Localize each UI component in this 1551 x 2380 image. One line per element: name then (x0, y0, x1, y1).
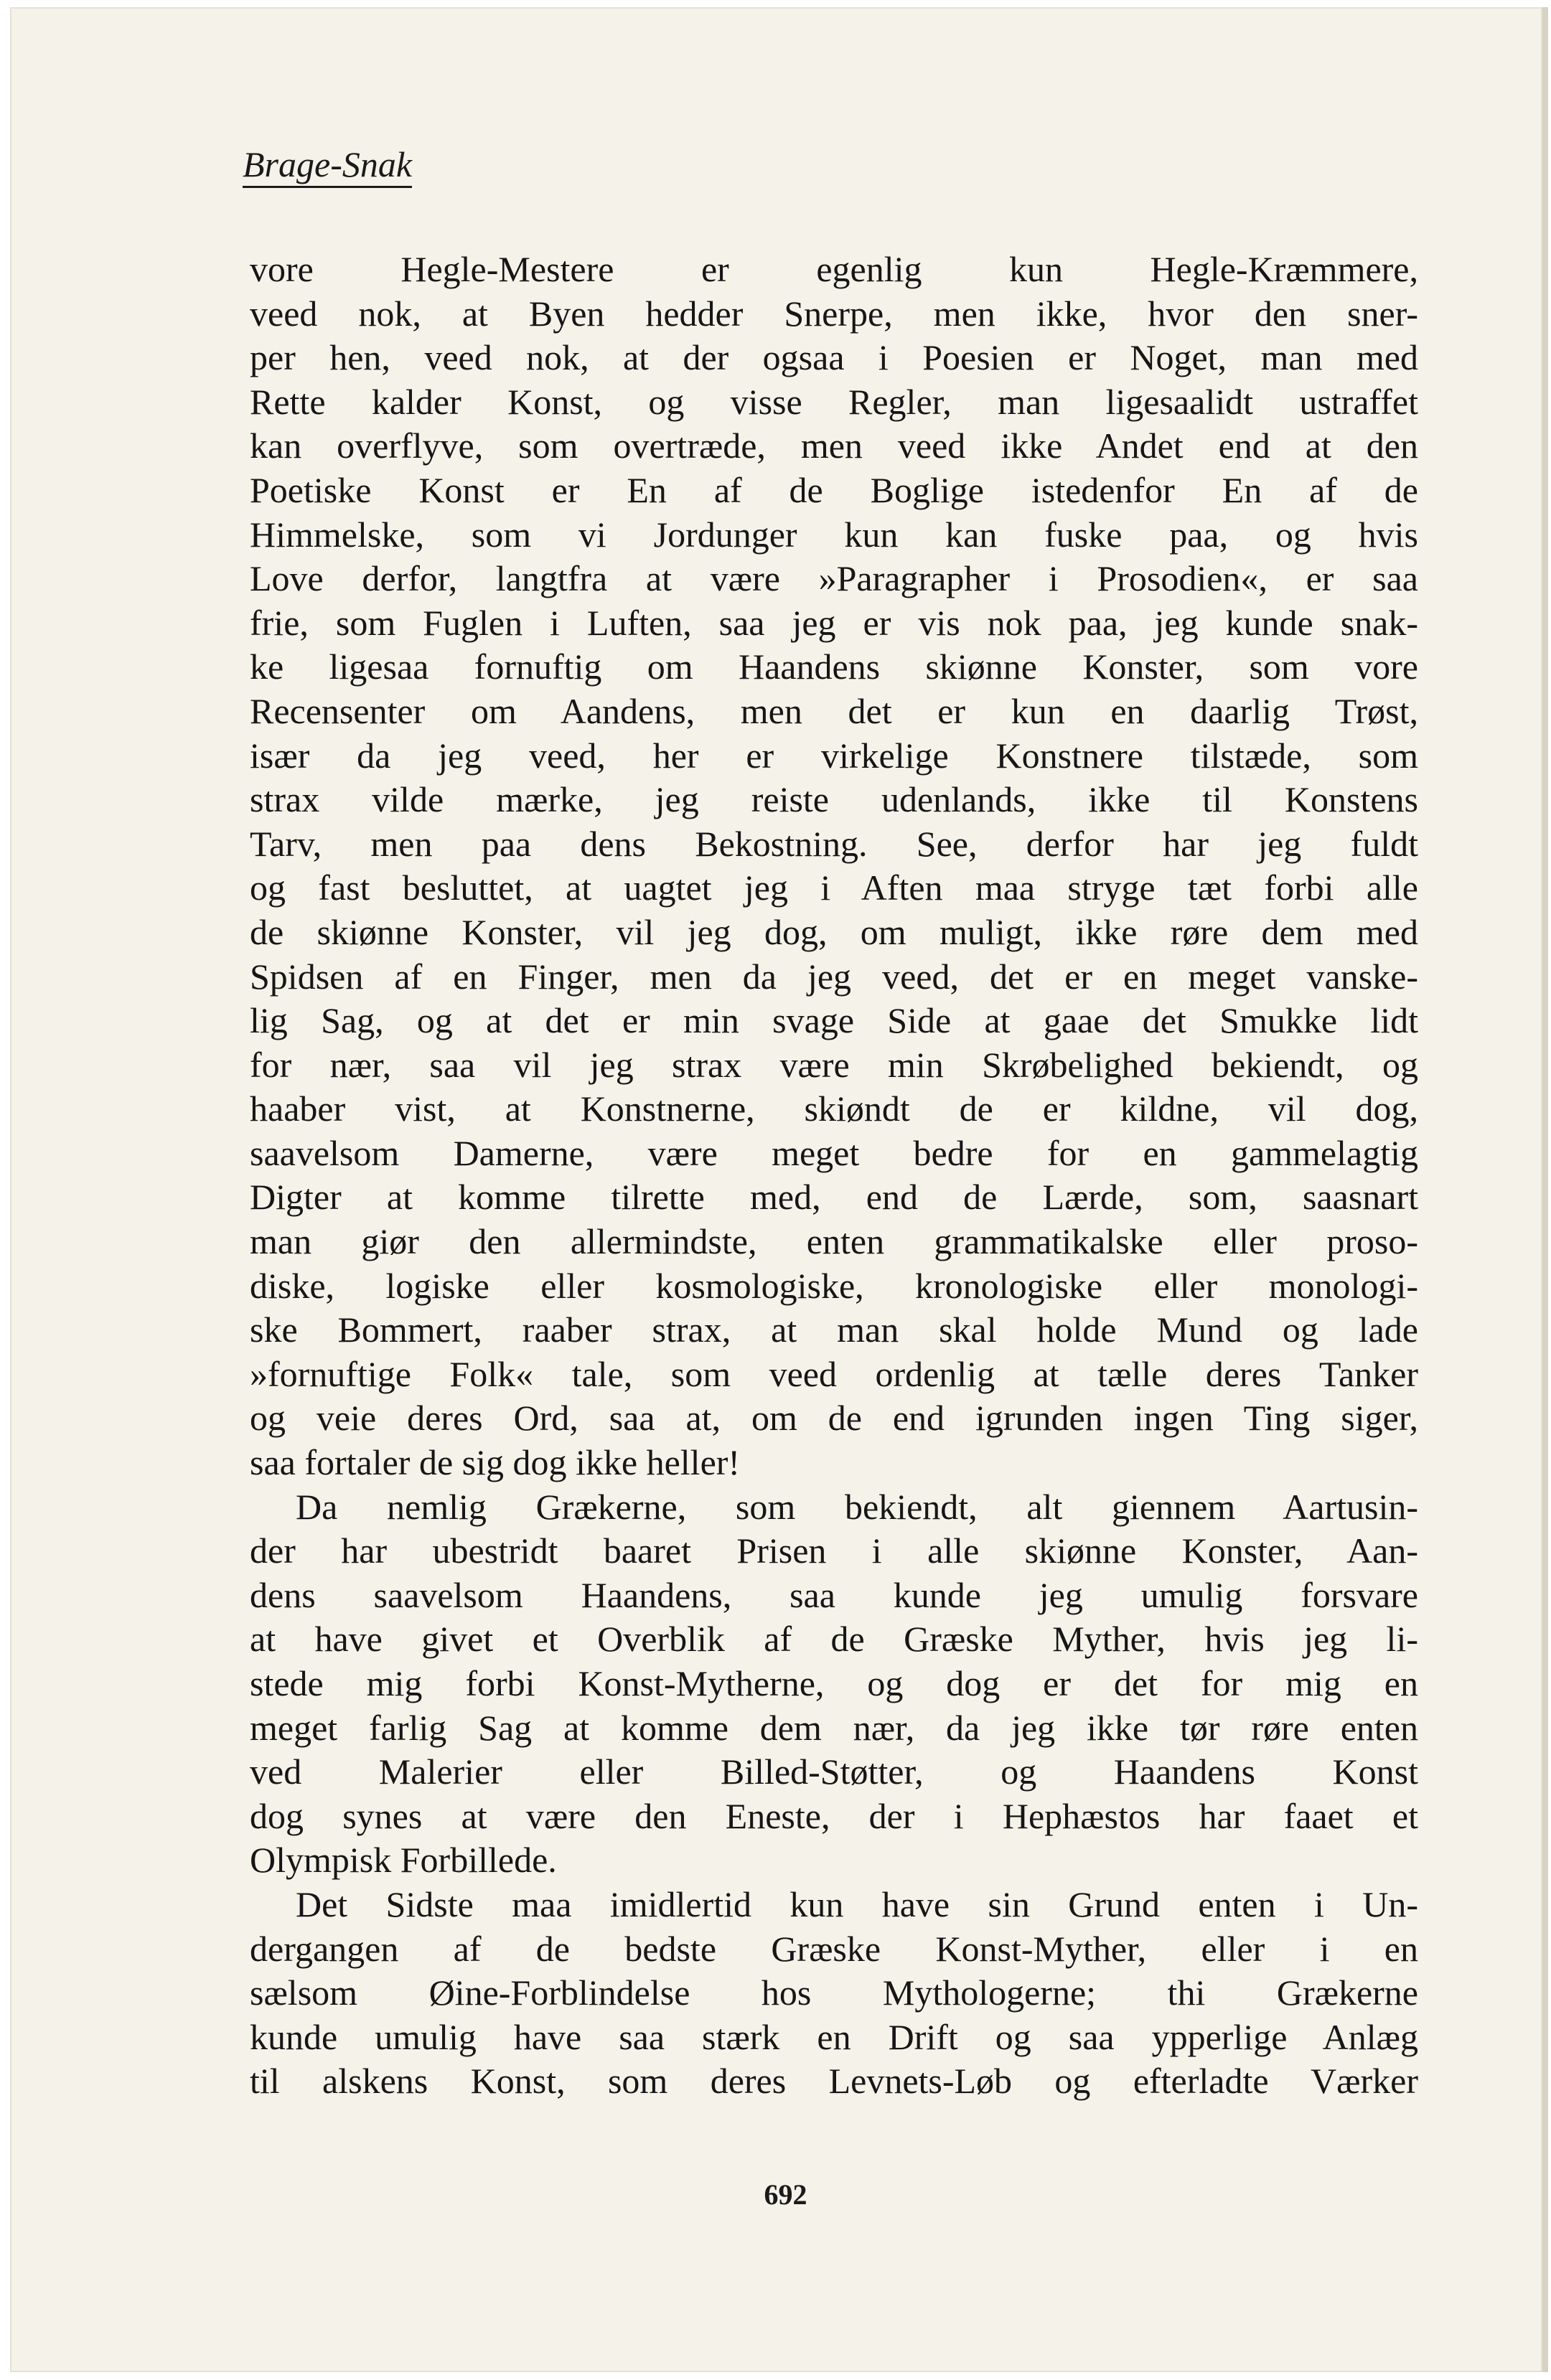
text-line: Rette kalder Konst, og visse Regler, man ligesaalidt ustraffet (250, 381, 1418, 422)
text-line: kunde umulig have saa stærk en Drift og saa ypperlige Anlæg (250, 2016, 1418, 2057)
text-line: vore Hegle-Mestere er egenlig kun Hegle-Kræmmere, (250, 249, 1418, 289)
text-line: ske Bommert, raaber strax, at man skal holde Mund og lade (250, 1309, 1418, 1350)
text-line: Poetiske Konst er En af de Boglige istedenfor En af de (250, 469, 1418, 510)
text-line: strax vilde mærke, jeg reiste udenlands, ikke til Konstens (250, 779, 1418, 820)
text-line: at have givet et Overblik af de Græske Myther, hvis jeg li- (250, 1619, 1418, 1660)
text-line: kan overflyve, som overtræde, men veed ikke Andet end at den (250, 425, 1418, 466)
text-line: meget farlig Sag at komme dem nær, da jeg ikke tør røre enten (250, 1707, 1418, 1748)
text-line: de skiønne Konster, vil jeg dog, om muligt, ikke røre dem med (250, 911, 1418, 952)
text-line: Digter at komme tilrette med, end de Lærde, som, saasnart (250, 1177, 1418, 1218)
text-line: og fast besluttet, at uagtet jeg i Aften maa stryge tæt forbi alle (250, 867, 1418, 908)
text-line: Spidsen af en Finger, men da jeg veed, det er en meget vanske- (250, 956, 1418, 997)
text-line: der har ubestridt baaret Prisen i alle skiønne Konster, Aan- (250, 1530, 1418, 1571)
text-line: Det Sidste maa imidlertid kun have sin Grund enten i Un- (296, 1883, 1418, 1924)
text-line: lig Sag, og at det er min svage Side at gaae det Smukke lidt (250, 1000, 1418, 1041)
text-line: Love derfor, langtfra at være »Paragrapher i Prosodien«, er saa (250, 558, 1418, 599)
text-line: haaber vist, at Konstnerne, skiøndt de er kildne, vil dog, (250, 1088, 1418, 1129)
book-page (10, 7, 1542, 2372)
text-line: frie, som Fuglen i Luften, saa jeg er vis nok paa, jeg kunde snak- (250, 602, 1418, 643)
text-line: Tarv, men paa dens Bekostning. See, derfor har jeg fuldt (250, 823, 1418, 864)
text-line: Recensenter om Aandens, men det er kun en daarlig Trøst, (250, 690, 1418, 731)
text-line: dens saavelsom Haandens, saa kunde jeg umulig forsvare (250, 1574, 1418, 1615)
text-line: Olympisk Forbillede. (250, 1840, 557, 1881)
running-head: Brage-Snak (243, 145, 412, 188)
text-line: ved Malerier eller Billed-Støtter, og Haandens Konst (250, 1751, 1418, 1792)
text-line: dog synes at være den Eneste, der i Hephæstos har faaet et (250, 1795, 1418, 1836)
text-line: saavelsom Damerne, være meget bedre for en gammelagtig (250, 1132, 1418, 1173)
text-line: Da nemlig Grækerne, som bekiendt, alt giennem Aartusin- (296, 1486, 1418, 1527)
text-line: Himmelske, som vi Jordunger kun kan fuske paa, og hvis (250, 514, 1418, 555)
text-line: og veie deres Ord, saa at, om de end igrunden ingen Ting siger, (250, 1398, 1418, 1439)
text-line: dergangen af de bedste Græske Konst-Myther, eller i en (250, 1928, 1418, 1969)
text-line: veed nok, at Byen hedder Snerpe, men ikke, hvor den sner- (250, 293, 1418, 334)
text-line: diske, logiske eller kosmologiske, kronologiske eller monologi- (250, 1265, 1418, 1306)
text-line: saa fortaler de sig dog ikke heller! (250, 1442, 741, 1483)
text-line: man giør den allermindste, enten grammatikalske eller proso- (250, 1221, 1418, 1262)
body-text (250, 248, 1418, 2104)
text-line: stede mig forbi Konst-Mytherne, og dog er det for mig en (250, 1663, 1418, 1703)
text-line: »fornuftige Folk« tale, som veed ordenlig at tælle deres Tanker (250, 1353, 1418, 1394)
text-line: til alskens Konst, som deres Levnets-Løb og efterladte Værker (250, 2061, 1418, 2102)
page-number: 692 (764, 2178, 807, 2211)
text-line: per hen, veed nok, at der ogsaa i Poesien er Noget, man med (250, 337, 1418, 378)
text-line: sælsom Øine-Forblindelse hos Mythologerne; thi Grækerne (250, 1972, 1418, 2013)
text-line: ke ligesaa fornuftig om Haandens skiønne Konster, som vore (250, 646, 1418, 687)
text-line: for nær, saa vil jeg strax være min Skrøbelighed bekiendt, og (250, 1044, 1418, 1085)
text-line: især da jeg veed, her er virkelige Konstnere tilstæde, som (250, 735, 1418, 776)
